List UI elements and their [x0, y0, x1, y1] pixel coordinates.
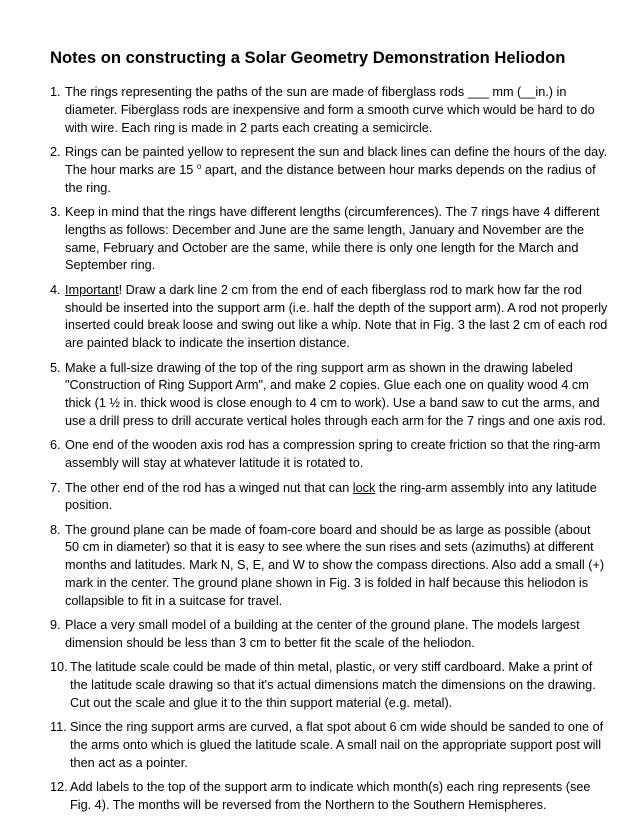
note-number: 12. — [50, 780, 68, 795]
note-text: Add labels to the top of the support arm to indicate which month(s) each ring represents (see Fig. 4). The months will be reversed from the Northern to the Southern Hemispheres. — [70, 780, 591, 813]
note-text: One end of the wooden axis rod has a compression spring to create friction so that the ring-arm assembly will stay at whatever latitude it is rotated to. — [65, 438, 601, 471]
note-number: 6. — [50, 438, 61, 453]
note-item-12 — [50, 779, 608, 815]
note-number: 1. — [50, 85, 61, 99]
underlined-lock: lock — [352, 480, 376, 495]
note-text-part: ! Draw a dark line 2 cm from the end of each fiberglass rod to mark how far the rod should be inserted into the support arm (i.e. half the depth of the support arm). A rod not properly inserted could break loose and swing out like a whip. Note that in Fig. 3 the last 2 cm of each rod are painted black to indicate the insertion distance. — [65, 282, 608, 351]
note-text: Keep in mind that the rings have different lengths (circumferences). The 7 rings have 4 different lengths as follows: December and June are the same length, January and November are the same, February and October are the same, while there is only one length for the March and September ring. — [65, 204, 600, 273]
note-item-9 — [50, 617, 608, 653]
note-text-part: apart, and the distance between hour marks depends on the radius of the ring. — [65, 162, 596, 195]
note-item-4 — [50, 282, 608, 353]
note-number: 8. — [50, 522, 61, 537]
note-number: 10. — [50, 660, 68, 675]
note-item-6 — [50, 437, 608, 473]
note-text: The rings representing the paths of the sun are made of fiberglass rods ___ mm (__in.) in diameter. Fiberglass rods are inexpensive and form a smooth curve which would be hard to do with wire. Each ring is made in 2 parts each creating a semicircle. — [65, 85, 595, 135]
note-item-5 — [50, 360, 608, 431]
note-number: 4. — [50, 282, 61, 297]
note-item-2 — [50, 144, 608, 197]
note-text: Since the ring support arms are curved, a flat spot about 6 cm wide should be sanded to one of the arms onto which is glued the latitude scale. A small nail on the appropriate support post will then act as a pointer. — [70, 720, 604, 771]
note-text — [65, 480, 608, 516]
note-item-11 — [50, 719, 608, 772]
degree-superscript: o — [196, 161, 202, 171]
note-text — [65, 144, 608, 197]
note-item-7 — [50, 480, 608, 516]
note-text: The ground plane can be made of foam-core board and should be as large as possible (about 50 cm in diameter) so that it is easy to see where the sun rises and sets (azimuths) at different months and latitudes. Mark N, S, E, and W to show the compass directions. Also add a small (+) mark in the center. The ground plane shown in Fig. 3 is folded in half because this heliodon is collapsible to fit in a suitcase for travel. — [65, 522, 605, 608]
note-text: Make a full-size drawing of the top of the ring support arm as shown in the drawing labeled "Construction of Ring Support Arm", and make 2 copies. Glue each one on quality wood 4 cm thick (1 ½ in. thick wood is close enough to 4 cm to work). Use a band saw to cut the arms, and use a drill press to drill accurate vertical holes through each arm for the 7 rings and one axis rod. — [65, 360, 606, 428]
note-text — [65, 282, 608, 353]
note-number: 11. — [50, 720, 67, 735]
note-item-10 — [50, 659, 608, 712]
note-item-3 — [50, 204, 608, 275]
note-number: 9. — [50, 618, 61, 633]
note-number: 5. — [50, 360, 61, 375]
note-text: The latitude scale could be made of thin metal, plastic, or very stiff cardboard. Make a print of the latitude scale drawing so that it's actual dimensions match the dimensions on the drawing. Cut out the scale and glue it to the thin support material (e.g. metal). — [70, 660, 596, 711]
note-number: 2. — [50, 144, 61, 159]
note-text-part: The other end of the rod has a winged nut that can — [65, 480, 353, 495]
underlined-important: Important — [65, 282, 119, 297]
note-item-8 — [50, 522, 608, 611]
note-number: 7. — [50, 480, 61, 495]
note-number: 3. — [50, 204, 61, 219]
notes-list — [50, 84, 608, 815]
page-title: Notes on constructing a Solar Geometry Demonstration Heliodon — [50, 48, 566, 67]
note-item-1 — [50, 84, 608, 137]
note-text-part: Rings can be painted yellow to represent the sun and black lines can define the hours of the day. The hour marks are 15 — [65, 144, 608, 177]
note-text-part: the ring-arm assembly into any latitude position. — [65, 480, 597, 513]
note-text: Place a very small model of a building at the center of the ground plane. The models largest dimension should be less than 3 cm to better fit the scale of the heliodon. — [65, 618, 580, 651]
